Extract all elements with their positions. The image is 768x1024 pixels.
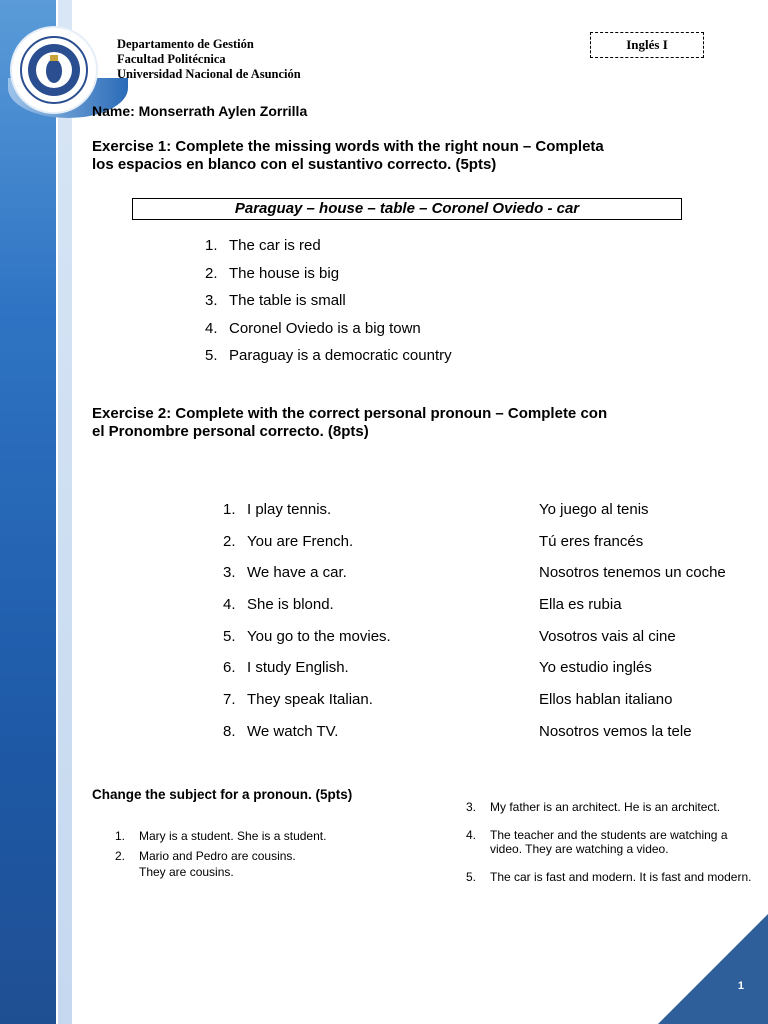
- exercise1-title-line1: Exercise 1: Complete the missing words with the right noun – Completa: [92, 138, 604, 155]
- document-header: [117, 37, 301, 82]
- exercise2-title-line1: Exercise 2: Complete with the correct personal pronoun – Complete con: [92, 405, 608, 422]
- section3-right-list: [466, 800, 756, 898]
- list-item: 7. They speak Italian.: [223, 691, 373, 709]
- list-item: 1. Mary is a student. She is a student.: [115, 829, 327, 843]
- header-university: Universidad Nacional de Asunción: [117, 67, 301, 81]
- course-label: Inglés I: [590, 32, 704, 58]
- list-item: 6. I study English.: [223, 659, 349, 677]
- list-item: 2. You are French.: [223, 532, 354, 550]
- student-name: Name: Monserrath Aylen Zorrilla: [92, 103, 308, 119]
- list-item: 3. My father is an architect. He is an architect.: [466, 800, 721, 814]
- exercise1-title-line2: los espacios en blanco con el sustantivo correcto. (5pts): [92, 156, 497, 173]
- list-item: 8. We watch TV.: [223, 722, 339, 740]
- section3-left-list: [115, 829, 326, 885]
- list-item: Tú eres francés: [539, 532, 644, 550]
- page-number: 1: [737, 980, 744, 992]
- decorative-corner-triangle: [658, 914, 768, 1024]
- list-item: Nosotros vemos la tele: [539, 722, 692, 740]
- list-item: 5. The car is fast and modern. It is fast and modern.: [466, 870, 752, 884]
- list-item: Ella es rubia: [539, 596, 622, 614]
- exercise1-list: [205, 237, 452, 375]
- decorative-side-bar: [0, 0, 58, 1024]
- exercise2-title-line2: el Pronombre personal correcto. (8pts): [92, 423, 369, 440]
- list-item: 5. You go to the movies.: [223, 627, 391, 645]
- list-item: Nosotros tenemos un coche: [539, 564, 726, 582]
- list-item: 1. I play tennis.: [223, 501, 332, 518]
- exercise2-english-list: [223, 501, 391, 755]
- list-item: 1. The car is red: [205, 237, 321, 254]
- header-faculty: Facultad Politécnica: [117, 52, 226, 66]
- list-item: Ellos hablan italiano: [539, 691, 673, 709]
- list-item: Yo estudio inglés: [539, 659, 652, 677]
- word-bank: Paraguay – house – table – Coronel Oviedo - car: [132, 198, 682, 220]
- list-item: 2. The house is big: [205, 264, 340, 282]
- exercise1-title: [92, 138, 692, 174]
- exercise2-spanish-list: [539, 501, 726, 755]
- list-item: 2. Mario and Pedro are cousins. They are cousins.: [115, 849, 326, 879]
- list-item: 4. The teacher and the students are watching a video. They are watching a video.: [466, 828, 728, 856]
- list-item-continuation: They are cousins.: [139, 865, 234, 879]
- list-item: 5. Paraguay is a democratic country: [205, 347, 452, 364]
- list-item: 3. We have a car.: [223, 564, 347, 582]
- list-item: 4. She is blond.: [223, 596, 334, 614]
- list-item: Yo juego al tenis: [539, 501, 649, 518]
- header-department: Departamento de Gestión: [117, 37, 254, 51]
- exercise2-title: [92, 405, 692, 441]
- list-item: Vosotros vais al cine: [539, 627, 676, 645]
- list-item: 3. The table is small: [205, 292, 346, 309]
- section3-title: Change the subject for a pronoun. (5pts): [92, 787, 353, 802]
- list-item: 4. Coronel Oviedo is a big town: [205, 319, 421, 337]
- university-seal-logo: [12, 28, 96, 112]
